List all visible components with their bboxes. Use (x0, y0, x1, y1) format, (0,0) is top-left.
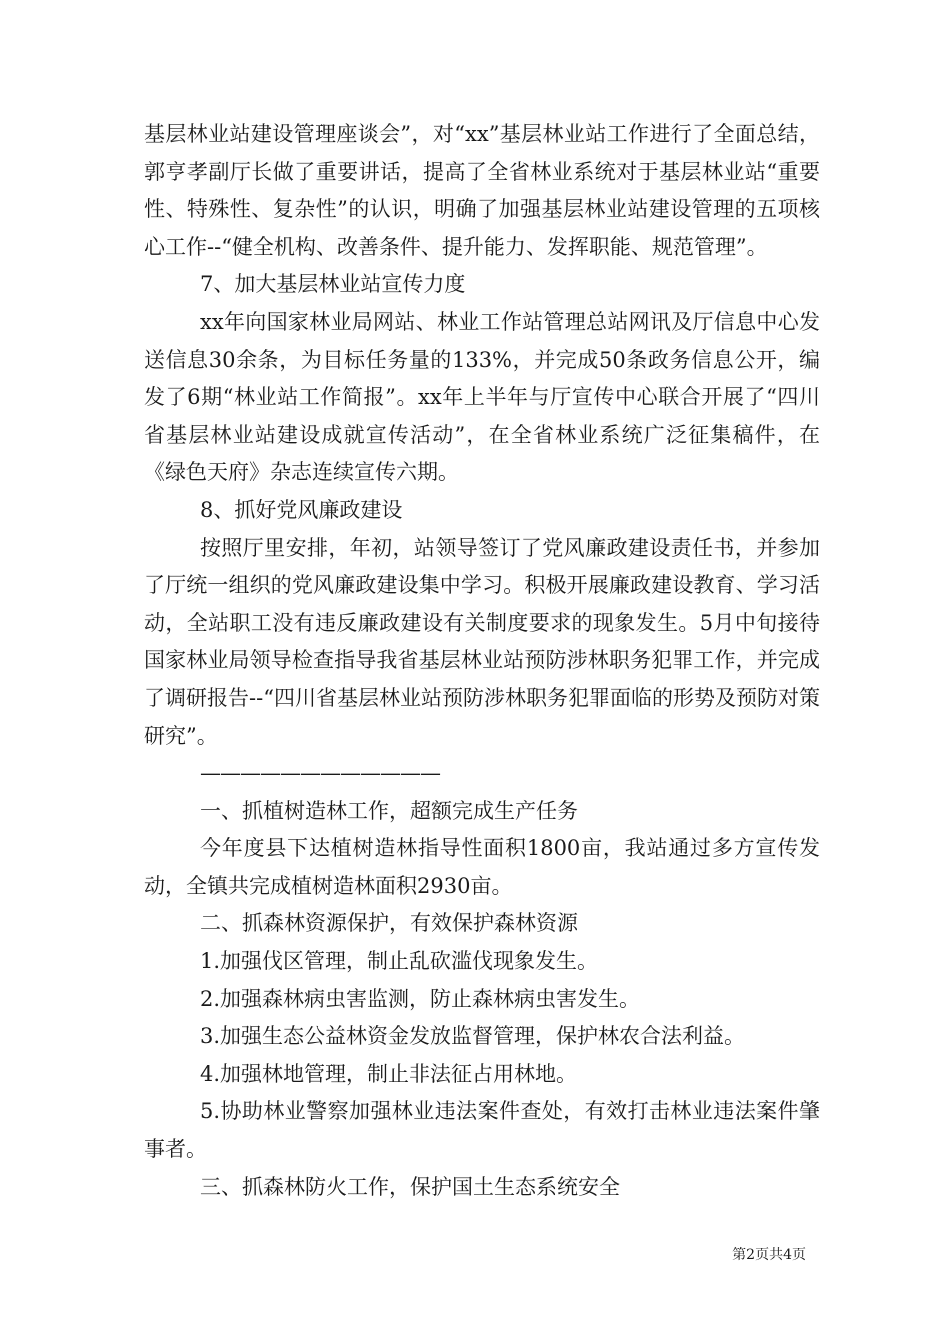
heading-forest-protection: 二、抓森林资源保护，有效保护森林资源 (200, 911, 578, 936)
list-item-logging: 1.加强伐区管理，制止乱砍滥伐现象发生。 (200, 949, 599, 974)
list-item-funds: 3.加强生态公益林资金发放监督管理，保护林农合法利益。 (200, 1024, 746, 1049)
heading-publicity: 7、加大基层林业站宣传力度 (200, 272, 466, 297)
list-item-land: 4.加强林地管理，制止非法征占用林地。 (200, 1061, 578, 1086)
list-item-pests: 2.加强森林病虫害监测，防止森林病虫害发生。 (200, 986, 641, 1011)
document-body (144, 116, 820, 1206)
list-item-enforcement: 5.协助林业警察加强林业违法案件查处，有效打击林业违法案件肇事者。 (144, 1099, 820, 1162)
heading-integrity: 8、抓好党风廉政建设 (200, 497, 403, 522)
section-divider: ———————————— (200, 761, 440, 786)
paragraph-publicity: xx年向国家林业局网站、林业工作站管理总站网讯及厅信息中心发送信息30余条，为目标任务量的133%，并完成50条政务信息公开，编发了6期“林业站工作简报”。xx年上半年与厅宣传中心联合开展了“四川省基层林业站建设成就宣传活动”，在全省林业系统广泛征集稿件，在《绿色天府》杂志连续宣传六期。 (144, 309, 820, 485)
page-number: 第2页共4页 (732, 1247, 806, 1263)
paragraph-integrity: 按照厅里安排，年初，站领导签订了党风廉政建设责任书，并参加了厅统一组织的党风廉政建设集中学习。积极开展廉政建设教育、学习活动，全站职工没有违反廉政建设有关制度要求的现象发生。5月中旬接待国家林业局领导检查指导我省基层林业站预防涉林职务犯罪工作，并完成了调研报告--“四川省基层林业站预防涉林职务犯罪面临的形势及预防对策研究”。 (144, 535, 820, 748)
paragraph-meeting-summary: 基层林业站建设管理座谈会”，对“xx”基层林业站工作进行了全面总结，郭亨孝副厅长做了重要讲话，提高了全省林业系统对于基层林业站“重要性、特殊性、复杂性”的认识，明确了加强基层林业站建设管理的五项核心工作--“健全机构、改善条件、提升能力、发挥职能、规范管理”。 (144, 122, 820, 259)
paragraph-afforestation: 今年度县下达植树造林指导性面积1800亩，我站通过多方宣传发动，全镇共完成植树造林面积2930亩。 (144, 836, 820, 898)
heading-fire-prevention: 三、抓森林防火工作，保护国土生态系统安全 (200, 1174, 620, 1199)
heading-afforestation: 一、抓植树造林工作，超额完成生产任务 (200, 798, 578, 823)
